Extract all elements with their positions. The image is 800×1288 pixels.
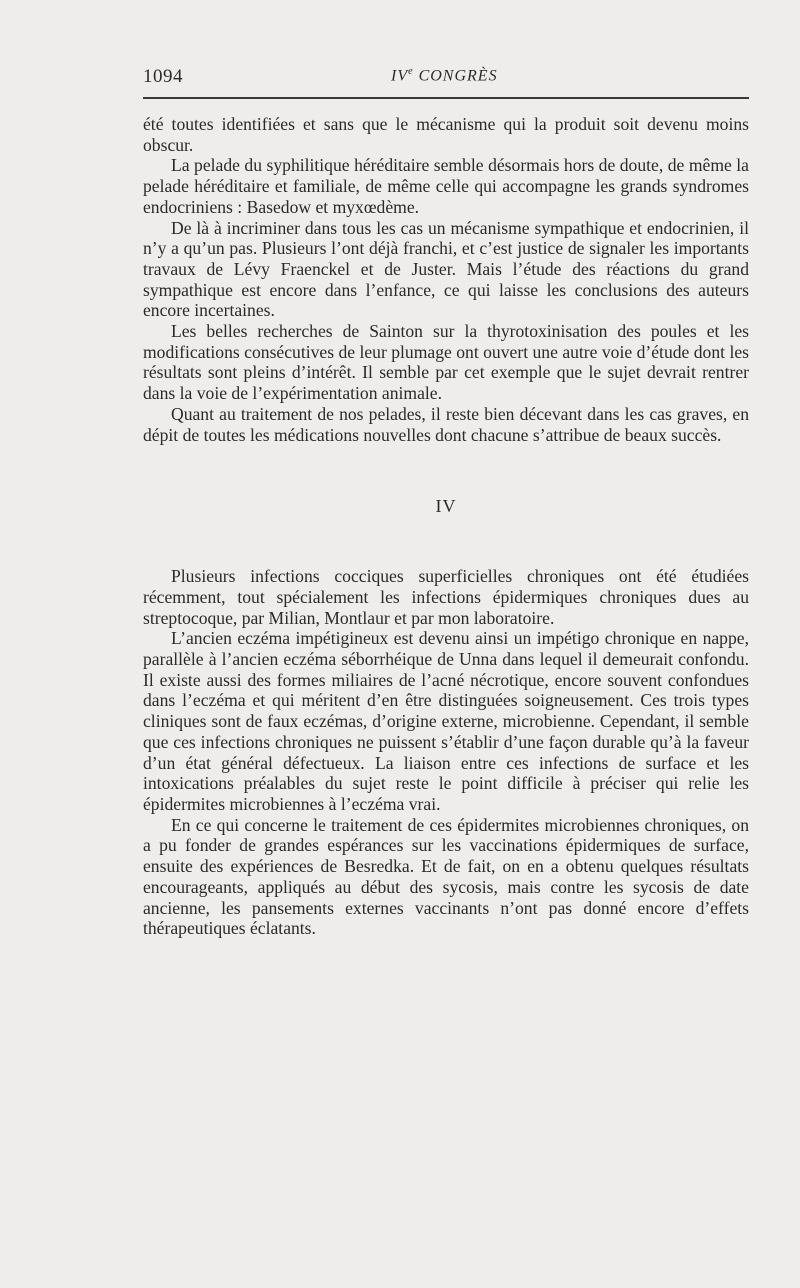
page-number: 1094 [143, 66, 183, 87]
paragraph: Les belles recherches de Sainton sur la thyrotoxinisation des poules et les modifications consécutives de leur plumage ont ouvert une autre voie d’étude dont les résultats sont pleins d’intérêt. Il semble par cet exemple que le sujet devrait rentrer dans la voie de l’expérimentation animale. [143, 321, 749, 404]
running-title-numeral: IV [391, 67, 409, 85]
paragraph: été toutes identifiées et sans que le mécanisme qui la produit soit devenu moins obscur. [143, 114, 749, 155]
page-body [143, 114, 749, 939]
running-head [143, 66, 749, 90]
paragraph: Quant au traitement de nos pelades, il reste bien décevant dans les cas graves, en dépit de toutes les médications nouvelles dont chacune s’attribue de beaux succès. [143, 403, 749, 445]
running-title-sup: e [408, 66, 414, 77]
paragraph: En ce qui concerne le traitement de ces épidermites microbiennes chroniques, on a pu fonder de grandes espérances sur les vaccinations épidermiques de surface, ensuite des expériences de Besredka. Et de fait, on en a obtenu quelques résultats encourageants, appliqués au début des sycosis, mais contre les sycosis de date ancienne, les pansements externes vaccinants n’ont pas donné encore d’effets thérapeutiques éclatants. [143, 814, 749, 939]
running-title-text: CONGRÈS [418, 67, 498, 85]
header-rule [143, 97, 749, 99]
paragraph: L’ancien eczéma impétigineux est devenu ainsi un impétigo chronique en nappe, parallèle à l’ancien eczéma séborrhéique de Unna dans lequel il demeurait confondu. Il existe aussi des formes miliaires de l’acné nécrotique, encore souvent confondues dans l’eczéma et qui méritent d’en être distinguées soigneusement. Ces trois types cliniques sont de faux eczémas, d’origine externe, microbienne. Cependant, il semble que ces infections chroniques ne puissent s’établir d’une façon durable qu’à la faveur d’un état général défectueux. La liaison entre ces infections de surface et les intoxications préalables du sujet reste le point difficile à préciser qui relie les épidermites microbiennes à l’eczéma vrai. [143, 628, 749, 814]
section-heading: IV [435, 496, 457, 517]
paragraph: La pelade du syphilitique héréditaire semble désormais hors de doute, de même la pelade héréditaire et familiale, de même celle qui accompagne les grands syndromes endocriniens : Basedow et myxœdème. [143, 155, 749, 217]
paragraph: De là à incriminer dans tous les cas un mécanisme sympathique et endocrinien, il n’y a qu’un pas. Plusieurs l’ont déjà franchi, et c’est justice de signaler les importants travaux de Lévy Fraenckel et de Juster. Mais l’étude des réactions du grand sympathique est encore dans l’enfance, ce qui laisse les conclusions des auteurs encore incertaines. [143, 217, 749, 321]
running-title [391, 66, 498, 85]
paragraph: Plusieurs infections cocciques superficielles chroniques ont été étudiées récemment, tout spécialement les infections épidermiques chroniques dues au streptocoque, par Milian, Montlaur et par mon laboratoire. [143, 566, 749, 628]
